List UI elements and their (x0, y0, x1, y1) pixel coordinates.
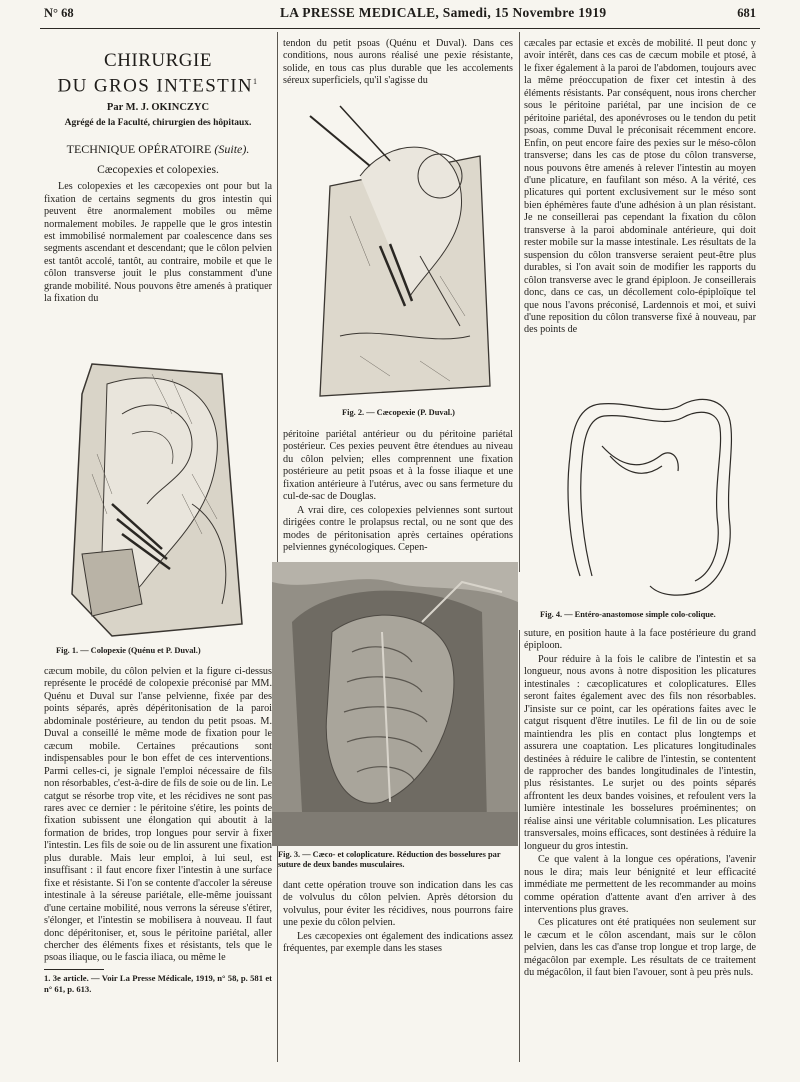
paragraph: Ces plicatures ont été pratiquées non seulement sur le cæcum et le côlon ascendant, mais sur le côlon pelvien, dans les cas d'anse trop longue et trop large, de mégacôlon par exemple. Les résultats de ce traitement du mégacôlon, il faut bien l'avouer, sont à peu près nuls. (524, 917, 756, 979)
subsection-heading: Cæcopexies et colopexies. (97, 163, 219, 176)
author: Par M. J. OKINCZYC (106, 102, 210, 114)
paragraph: suture, en position haute à la face postérieure du grand épiploon. (524, 628, 756, 652)
column-3-bottom (524, 628, 756, 981)
figure-2-illustration (300, 96, 500, 398)
figure-4-caption: Fig. 4. — Entéro-anastomose simple colo-colique. (540, 610, 716, 619)
paragraph: Pour réduire à la fois le calibre de l'intestin et sa longueur, nous avons à notre disposition les plicatures intestinales : cæcoplicatures et coloplicatures. Elles seront faites également avec des fils non résorbables. J'insiste sur ce point, car les opérations faites avec le catgut risquent d'être inutiles. Le fil de lin ou de soie maintiendra les plis en contact plus longtemps et assurera une coaptation. Les plicatures longitudinales destinées à réduire le calibre de l'intestin, se contentent de rapprocher des bandes longitudinales de l'intestin, plus résistantes. Le surjet ou des points séparés affrontent les deux bandes voisines, et refoulent vers la lumière intestinale les bosselures proéminentes; on réalise ainsi une véritable columnisation. Les plicatures transversales, moins efficaces, sont destinées à réduire la longueur du gros intestin. (524, 653, 756, 852)
figure-3-photograph (272, 562, 518, 846)
column-divider-2 (519, 32, 520, 572)
figure-1-illustration (52, 354, 270, 642)
section-heading-text: TECHNIQUE OPÉRATOIRE (66, 142, 212, 157)
column-1-top (44, 50, 272, 307)
page-number: 681 (737, 6, 756, 20)
column-divider-1 (277, 32, 278, 1062)
figure-1-drawing (52, 354, 270, 642)
column-2-bottom (283, 880, 513, 957)
figure-3-drawing (272, 562, 518, 846)
paragraph: péritoine pariétal antérieur ou du péritoine pariétal postérieur. Ces pexies peuvent être étendues au niveau du côlon pelvien; elles comprennent une fixation postérieure au petit psoas et à la fosse iliaque et une fixation antérieure à l'utérus, avec ou sans fermeture du cul-de-sac de Douglas. (283, 429, 513, 503)
figure-2-caption: Fig. 2. — Cæcopexie (P. Duval.) (342, 408, 455, 417)
section-heading (44, 143, 272, 155)
column-3-top (524, 38, 756, 338)
figure-1-caption: Fig. 1. — Colopexie (Quénu et P. Duval.) (56, 646, 201, 655)
figure-4-illustration (540, 376, 752, 602)
title-line-2 (44, 71, 272, 96)
column-2-middle (283, 429, 513, 556)
column-1-bottom (44, 666, 272, 995)
paragraph: cæcales par ectasie et excès de mobilité. Il peut donc y avoir intérêt, dans ces cas de cæcum mobile et ptosé, à le fixer également à la paroi de l'abdomen, toujours avec la même préoccupation de fixer cet intestin à des éléments résistants. Par conséquent, nous irons chercher sous le péritoine pariétal, par une incision de ce péritoine pariétal, des aponévroses ou le tendon du petit psoas, comme Duval le préconisait récemment encore. Enfin, on peut encore faire des pexies sur le méso-côlon transverse; dans les cas de ptose du côlon transverse, nous pouvons être amenés à relever l'intestin au moyen d'une plicature, en faufilant son méso. A la vérité, ces plicatures qui portent exclusivement sur le méso sont bien éphémères faute d'une adhésion à un plan résistant. Je ne conseillerai pas cependant la fixation du côlon transverse à la paroi abdominale antérieure, qui doit rester mobile sur la masse intestinale. Les résultats de la suspension du côlon transverse seraient peut-être plus durables, si l'on avait soin de modifier les rapports du côlon transverse avec le grand épiploon. Je conseillerais donc, dans ce cas, un décollement colo-épiploïque tel que nous l'avons préconisé, Lardennois et moi, et suivi d'une reposition du côlon transverse fixé à nouveau, par des points de (524, 38, 756, 336)
title-footnote-marker: 1 (253, 77, 259, 86)
paragraph: cæcum mobile, du côlon pelvien et la figure ci-dessus représente le procédé de colopexie préconisé par MM. Quénu et Duval sur l'anse pelvienne, fixée par des points séparés, après dépéritonisation de la paroi abdominale postérieure, au tendon du petit psoas. M. Duval a conseillé le même mode de fixation pour le cæcum mobile. Certaines précautions sont indispensables pour le bon effet de ces interventions. Parmi celles-ci, je signale l'emploi nécessaire de fils non résorbables, c'est-à-dire de fils de soie ou de lin. Le catgut se résorbe trop vite, et les récidives ne sont pas rares avec ce dernier : le péritoine s'étire, les points de fixation subissent une élongation qui aboutit à la formation de brides, trop longues pour servir à fixer l'intestin. Les fils de soie ou de lin assurent une fixation plus durable. Mais leur emploi, à lui seul, est insuffisant : il faut encore fixer l'intestin à une surface fixe et résistante. Si l'on se contente d'accoler la séreuse intestinale à la séreuse pariétale, elle-même jouissant d'une certaine mobilité, nous verrons la séreuse s'étirer, s'élonger, et l'intestin se mobilisera à nouveau. Il faut donc dépéritoniser, et, sous le péritoine pariétal, aller chercher des éléments fixes et résistants, tels que le psoas iliaque, ou le fascia iliaca, ou même le (44, 666, 272, 964)
issue-number: N° 68 (44, 6, 74, 20)
column-divider-2b (519, 630, 520, 1062)
paragraph: Ce que valent à la longue ces opérations, l'avenir nous le dira; mais leur bénignité et leur efficacité immédiate me permettent de les recommander au moins comme opération d'attente avant d'en arriver à des interventions plus graves. (524, 854, 756, 915)
paragraph: Les cæcopexies ont également des indications assez fréquentes, par exemple dans les stases (283, 930, 513, 955)
header-rule (40, 28, 760, 29)
column-2-top (283, 38, 513, 89)
running-header (44, 2, 756, 26)
title-line-2-text: DU GROS INTESTIN (57, 75, 254, 97)
paragraph: dant cette opération trouve son indication dans les cas de volvulus du côlon pelvien. Après détorsion du volvulus, pour éviter les récidives, nous pourrons faire une pexie du côlon pelvien. (283, 880, 513, 929)
figure-4-drawing (540, 376, 752, 602)
affiliation: Agrégé de la Faculté, chirurgien des hôpitaux. (64, 117, 252, 128)
journal-title: LA PRESSE MEDICALE, Samedi, 15 Novembre 1919 (280, 5, 607, 20)
paragraph: tendon du petit psoas (Quénu et Duval). Dans ces conditions, nous aurons réalisé une pexie résistante, solide, en tous cas plus durable que les accolements séreux superficiels, qu'il s'agisse du (283, 38, 513, 87)
figure-2-drawing (300, 96, 500, 398)
footnote: 1. 3e article. — Voir La Presse Médicale, 1919, n° 58, p. 581 et n° 61, p. 613. (44, 972, 272, 994)
figure-3-caption: Fig. 3. — Cæco- et coloplicature. Réduction des bosselures par suture de deux bandes musculaires. (278, 850, 501, 869)
footnote-rule (44, 969, 104, 970)
paragraph: A vrai dire, ces colopexies pelviennes sont surtout dirigées contre le prolapsus rectal, ou ne sont que des modes de péritonisation après certaines opérations pelviennes gynécologiques. Cepen- (283, 504, 513, 554)
section-suffix: (Suite). (214, 142, 250, 157)
article-title (44, 50, 272, 96)
title-line-1: CHIRURGIE (104, 50, 212, 71)
paragraph: Les colopexies et les cæcopexies ont pour but la fixation de certains segments du gros intestin qui peuvent être anormalement mobiles ou même normalement mobiles. Je rappelle que le gros intestin est immobilisé normalement par coalescence dans ses segments ascendant et descendant; que le côlon pelvien est tantôt accolé, tantôt, au contraire, mobile et que le côlon transverse jouit le plus constamment d'une grande mobilité. Nous pouvons être amenés à pratiquer la fixation du (44, 181, 272, 305)
